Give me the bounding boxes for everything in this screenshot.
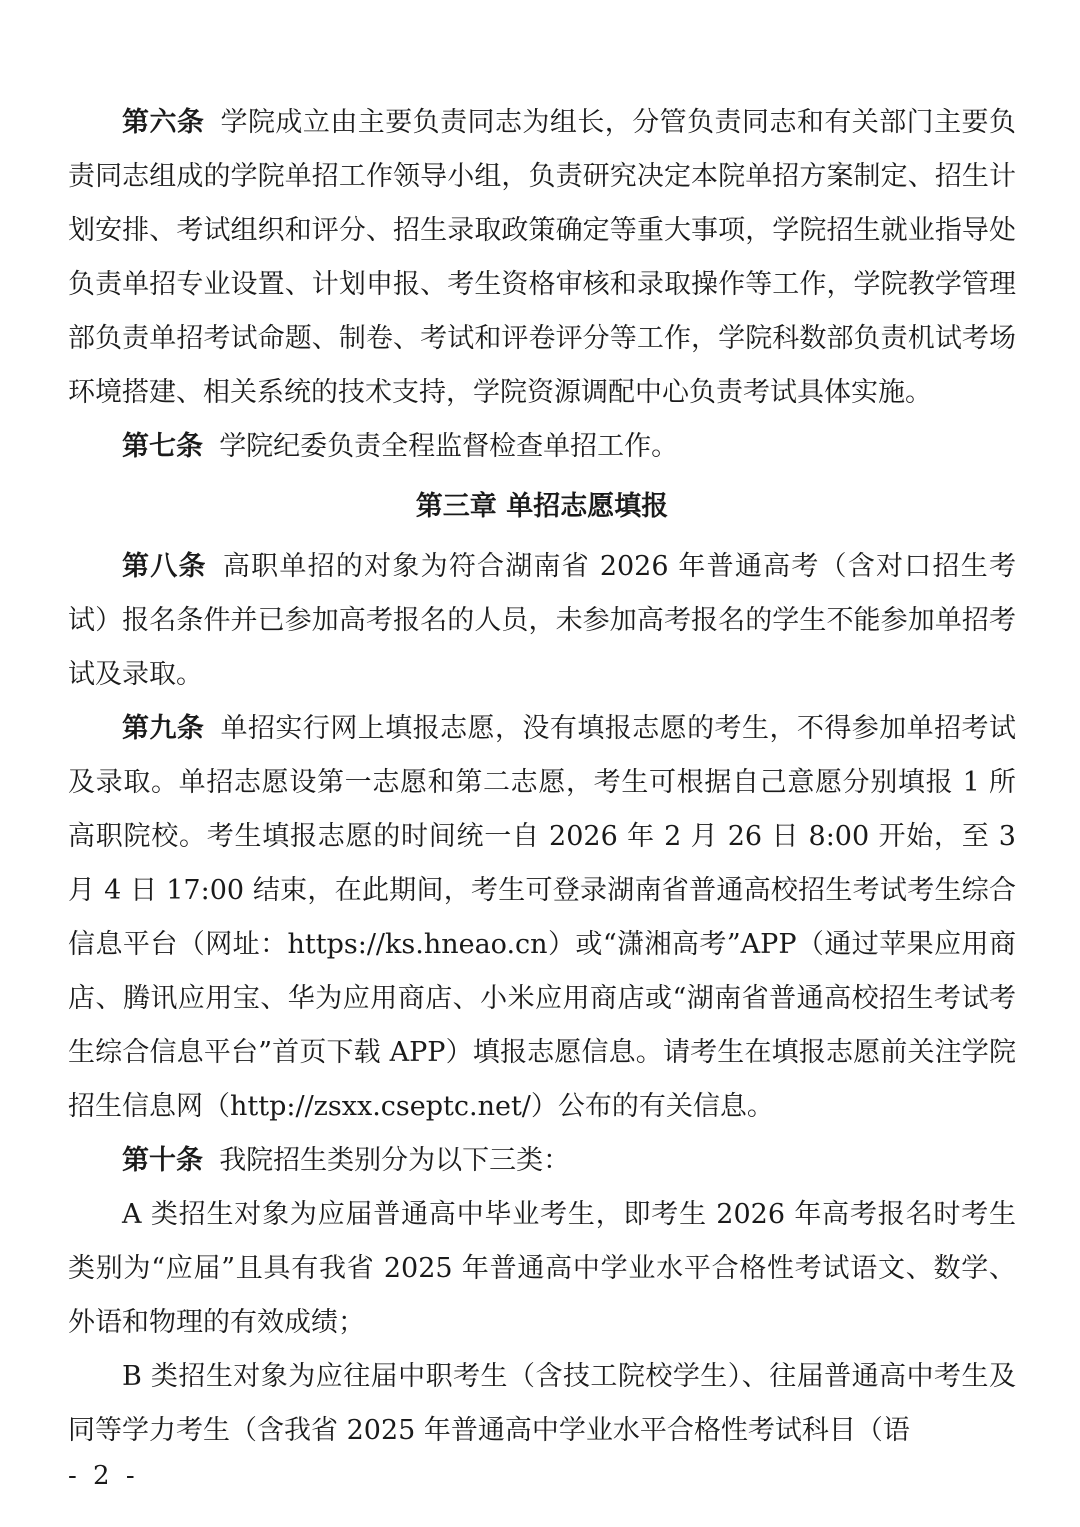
article-8-lead: 第八条 xyxy=(122,551,207,582)
article-6-paragraph xyxy=(68,96,1016,420)
article-6-lead: 第六条 xyxy=(122,107,205,138)
article-10-lead: 第十条 xyxy=(122,1145,203,1176)
article-7-text: 学院纪委负责全程监督检查单招工作。 xyxy=(219,431,679,462)
page-number: - 2 - xyxy=(68,1461,139,1491)
category-b-paragraph: B 类招生对象为应往届中职考生（含技工院校学生）、往届普通高中考生及同等学力考生（含我省 2025 年普通高中学业水平合格性考试科目（语 xyxy=(68,1361,1016,1446)
chapter-3-heading: 第三章 单招志愿填报 xyxy=(415,491,669,522)
article-7-paragraph xyxy=(68,420,1016,474)
article-9-lead: 第九条 xyxy=(122,713,205,744)
article-10-paragraph xyxy=(68,1134,1016,1188)
article-9-paragraph xyxy=(68,702,1016,1134)
article-8-text: 高职单招的对象为符合湖南省 2026 年普通高考（含对口招生考试）报名条件并已参加高考报名的人员，未参加高考报名的学生不能参加单招考试及录取。 xyxy=(68,551,1016,690)
article-7-lead: 第七条 xyxy=(122,431,203,462)
article-6-text: 学院成立由主要负责同志为组长，分管负责同志和有关部门主要负责同志组成的学院单招工作领导小组，负责研究决定本院单招方案制定、招生计划安排、考试组织和评分、招生录取政策确定等重大事项，学院招生就业指导处负责单招专业设置、计划申报、考生资格审核和录取操作等工作，学院教学管理部负责单招考试命题、制卷、考试和评卷评分等工作，学院科数部负责机试考场环境搭建、相关系统的技术支持，学院资源调配中心负责考试具体实施。 xyxy=(68,107,1017,408)
article-10-text: 我院招生类别分为以下三类： xyxy=(219,1145,571,1176)
document-page xyxy=(68,96,1016,1458)
category-a-paragraph: A 类招生对象为应届普通高中毕业考生，即考生 2026 年高考报名时考生类别为“应届”且具有我省 2025 年普通高中学业水平合格性考试语文、数学、外语和物理的有效成绩； xyxy=(68,1199,1016,1338)
article-8-paragraph xyxy=(68,540,1016,702)
article-9-text: 单招实行网上填报志愿，没有填报志愿的考生，不得参加单招考试及录取。单招志愿设第一志愿和第二志愿，考生可根据自己意愿分别填报 1 所高职院校。考生填报志愿的时间统一自 2026 年 2 月 26 日 8:00 开始，至 3 月 4 日 17:00 结束，在此期间，考生可登录湖南省普通高校招生考试考生综合信息平台（网址：https://ks.hneao.cn）或“潇湘高考”APP（通过苹果应用商店、腾讯应用宝、华为应用商店、小米应用商店或“湖南省普通高校招生考试考生综合信息平台”首页下载 APP）填报志愿信息。请考生在填报志愿前关注学院招生信息网（http://zsxx.cseptc.net/）公布的有关信息。 xyxy=(68,713,1017,1122)
